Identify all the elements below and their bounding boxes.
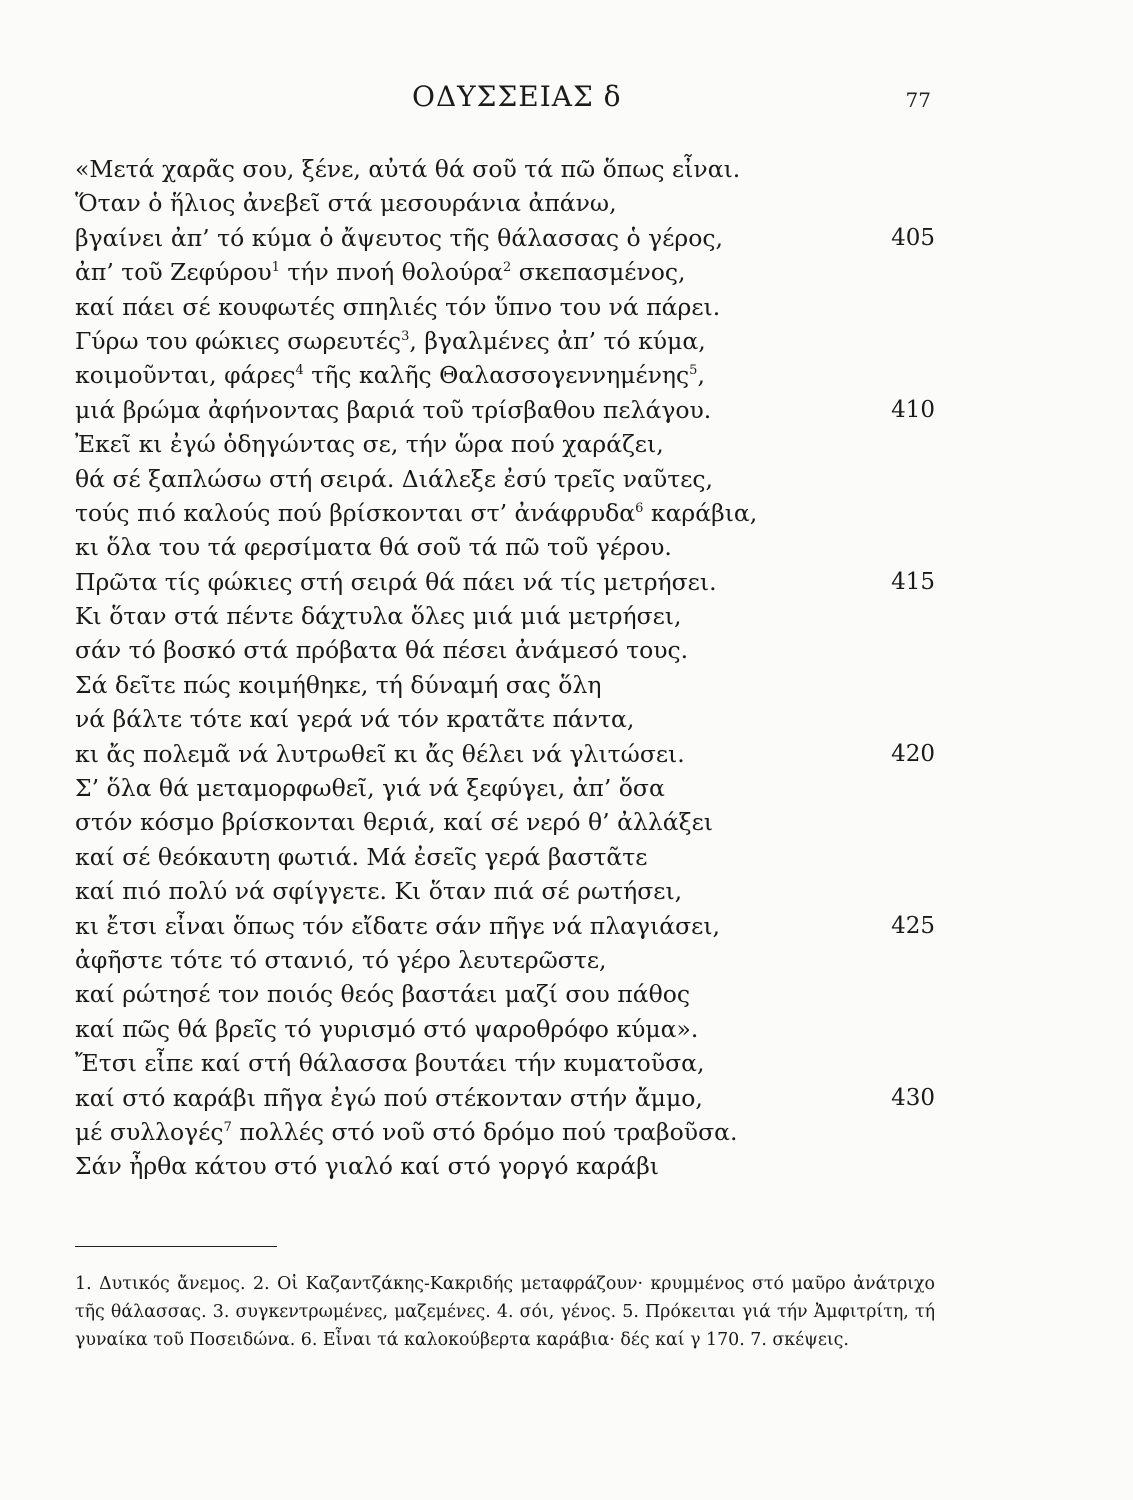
running-title: ΟΔΥΣΣΕΙΑΣ δ [412, 80, 622, 113]
verse-line [75, 290, 935, 324]
verse-text: Ἔτσι εἶπε καί στή θάλασσα βουτάει τήν κυματοῦσα, [75, 1049, 705, 1078]
verse-text: καί ρώτησέ τον ποιός θεός βαστάει μαζί σου πάθος [75, 980, 691, 1009]
verse-text: καί πιό πολύ νά σφίγγετε. Κι ὅταν πιά σέ ρωτήσει, [75, 877, 683, 906]
verse-text: βγαίνει ἀπ’ τό κύμα ὁ ἄψευτος τῆς θάλασσας ὁ γέρος, [75, 223, 723, 252]
footnote-text: 1. Δυτικός ἄνεμος. 2. Οἱ Καζαντζάκης-Κακριδής μεταφράζουν· κρυμμένος στό μαῦρο ἀνάτριχο τῆς θάλασσας. 3. συγκεντρωμένες, μαζεμένες. 4. σόι, γένος. 5. Πρόκειται γιά τήν Ἀμφιτρίτη, τή γυναίκα τοῦ Ποσειδώνα. 6. Εἶναι τά καλοκούβερτα καράβια· δές καί γ 170. 7. σκέψεις. [75, 1274, 935, 1351]
verse-line [75, 186, 935, 220]
verse-line [75, 324, 935, 358]
verse-line [75, 805, 935, 839]
verse-text: κι ἔτσι εἶναι ὅπως τόν εἴδατε σάν πῆγε νά πλαγιάσει, [75, 911, 721, 940]
verse-text: Ἐκεῖ κι ἐγώ ὁδηγώντας σε, τήν ὥρα πού χαράζει, [75, 430, 664, 459]
verse-line [75, 977, 935, 1011]
verse-text: Σ’ ὅλα θά μεταμορφωθεῖ, γιά νά ξεφύγει, ἀπ’ ὅσα [75, 774, 665, 803]
verse-line [75, 393, 935, 427]
verse-text: Πρῶτα τίς φώκιες στή σειρά θά πάει νά τίς μετρήσει. [75, 567, 717, 596]
verse-line [75, 737, 935, 771]
verse-line [75, 633, 935, 667]
verse-line [75, 599, 935, 633]
verse-text: στόν κόσμο βρίσκονται θεριά, καί σέ νερό θ’ ἀλλάξει [75, 808, 713, 837]
verse-text: κι ὅλα του τά φερσίματα θά σοῦ τά πῶ τοῦ γέρου. [75, 533, 672, 562]
verse-text: καί σέ θεόκαυτη φωτιά. Μά ἐσεῖς γερά βαστᾶτε [75, 842, 648, 871]
verse-number: 425 [891, 912, 935, 939]
verse-line [75, 255, 935, 289]
verse-text: μέ συλλογές$^7$ πολλές στό νοῦ στό δρόμο πού τραβοῦσα. [75, 1117, 738, 1146]
verse-text: ἀφῆστε τότε τό στανιό, τό γέρο λευτερῶστε, [75, 945, 607, 974]
verse-text: κοιμοῦνται, φάρες$^4$ τῆς καλῆς Θαλασσογεννημένης$^5$, [75, 361, 705, 390]
verse-number: 405 [891, 224, 935, 251]
verse-line [75, 462, 935, 496]
verse-text: Σάν ἦρθα κάτου στό γιαλό καί στό γοργό καράβι [75, 1152, 660, 1181]
verse-text: Σά δεῖτε πώς κοιμήθηκε, τή δύναμή σας ὅλη [75, 670, 602, 699]
verse-line [75, 668, 935, 702]
verse-line [75, 565, 935, 599]
verse-line [75, 530, 935, 564]
verse-text: ἀπ’ τοῦ Ζεφύρου$^1$ τήν πνοή θολούρα$^2$ σκεπασμένος, [75, 258, 686, 287]
verse-line [75, 702, 935, 736]
verse-text: καί πάει σέ κουφωτές σπηλιές τόν ὕπνο του νά πάρει. [75, 292, 721, 321]
verse-line [75, 771, 935, 805]
verse-line [75, 496, 935, 530]
verse-text: μιά βρώμα ἀφήνοντας βαριά τοῦ τρίσβαθου πελάγου. [75, 395, 712, 424]
verse-line [75, 358, 935, 392]
verse-text: Γύρω του φώκιες σωρευτές$^3$, βγαλμένες ἀπ’ τό κύμα, [75, 326, 706, 355]
verse-line [75, 943, 935, 977]
footnote-rule [75, 1246, 277, 1247]
verse-text: καί στό καράβι πῆγα ἐγώ πού στέκονταν στήν ἄμμο, [75, 1083, 703, 1112]
verse-line [75, 221, 935, 255]
verse-text: «Μετά χαρᾶς σου, ξένε, αὐτά θά σοῦ τά πῶ ὅπως εἶναι. [75, 155, 741, 183]
verse-number: 410 [891, 396, 935, 423]
page-number: 77 [905, 88, 931, 112]
verse-text: σάν τό βοσκό στά πρόβατα θά πέσει ἀνάμεσό τους. [75, 636, 689, 665]
verse-text: θά σέ ξαπλώσω στή σειρά. Διάλεξε ἐσύ τρεῖς ναῦτες, [75, 464, 714, 493]
verse-line [75, 840, 935, 874]
verse-line [75, 909, 935, 943]
footnotes [75, 1270, 935, 1355]
verse-text: κι ἄς πολεμᾶ νά λυτρωθεῖ κι ἄς θέλει νά γλιτώσει. [75, 739, 685, 768]
verse-number: 420 [891, 740, 935, 767]
verse-line [75, 152, 935, 186]
verse-line [75, 874, 935, 908]
verse-line [75, 1046, 935, 1080]
verse-line [75, 1115, 935, 1149]
verse-line [75, 1149, 935, 1183]
verse-number: 415 [891, 568, 935, 595]
verse-number: 430 [891, 1084, 935, 1111]
verse-text: νά βάλτε τότε καί γερά νά τόν κρατᾶτε πάντα, [75, 705, 635, 734]
verse-text: καί πῶς θά βρεῖς τό γυρισμό στό ψαροθρόφο κύμα». [75, 1014, 699, 1043]
verse-text: Κι ὅταν στά πέντε δάχτυλα ὅλες μιά μιά μετρήσει, [75, 602, 682, 631]
verse-line [75, 1081, 935, 1115]
verse-line [75, 1012, 935, 1046]
verse-line [75, 427, 935, 461]
verse-block [75, 152, 935, 1184]
verse-text: τούς πιό καλούς πού βρίσκονται στ’ ἀνάφρυδα$^6$ καράβια, [75, 498, 758, 527]
verse-text: Ὅταν ὁ ἥλιος ἀνεβεῖ στά μεσουράνια ἀπάνω, [75, 189, 617, 218]
